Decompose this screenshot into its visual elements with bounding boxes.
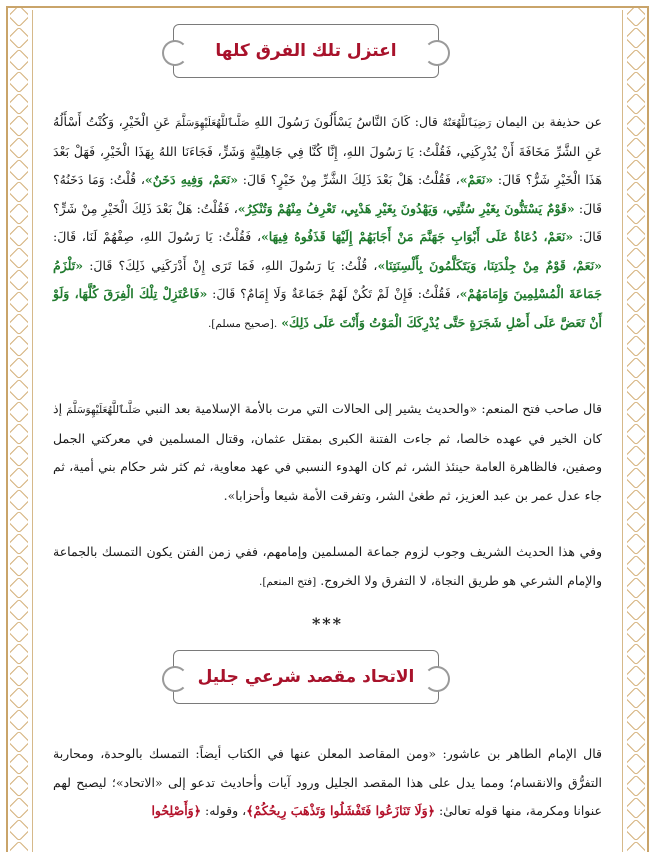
hadith-text-8: ، فَقُلْتُ: فَإِنْ لَمْ تَكُنْ لَهُمْ جَمَاعَةٌ وَلَا إِمَامٌ؟ قَالَ: — [207, 286, 460, 301]
left-ornament-border — [10, 8, 28, 852]
hadith-quote-5: «نَعَمْ، قَوْمٌ مِنْ جِلْدَتِنَا، وَيَتَكَلَّمُونَ بِأَلْسِنَتِنَا» — [377, 257, 602, 273]
hadith-quote-1: «نَعَمْ» — [459, 172, 494, 187]
section2-title: الاتحاد مقصد شرعي جليل — [197, 667, 415, 687]
hadith-text-4: ، قُلْتُ: وَمَا دَخَنُهُ؟ قَالَ: — [53, 172, 602, 216]
page-content — [32, 10, 623, 852]
hadith-text-3: ، فَقُلْتُ: هَلْ بَعْدَ ذَلِكَ الشَّرِّ مِنْ خَيْرٍ؟ قَالَ: — [238, 172, 460, 187]
section1-title: اعتزل تلك الفرق كلها — [215, 41, 397, 61]
hadith-paragraph — [53, 108, 602, 338]
commentary-1a: قال صاحب فتح المنعم: «والحديث يشير إلى الحالات التي مرت بالأمة الإسلامية بعد النبي — [140, 401, 602, 416]
honorific-saw-2: صَلَّىٱللَّهُعَلَيْهِوَسَلَّمَ — [66, 404, 141, 416]
section2-text-1: قال الإمام الطاهر بن عاشور: «ومن المقاصد المعلن عنها في الكتاب أيضاً: التمسك بالوحدة، ومحاربة التفرُّق والانقسام؛ ومما يدل على هذا المقصد الجليل ورود آيات وأحاديث تدعو إلى «الاتحاد»؛ ليصبح لهم عنوانا ومكرمة، منها قوله تعالىٰ: — [53, 746, 602, 818]
commentary-paragraph-1 — [53, 395, 602, 510]
hadith-text-7: ، قُلْتُ: يَا رَسُولَ اللهِ، فَمَا تَرَى إِنْ أَدْرَكَنِي ذَلِكَ؟ قَالَ: — [83, 257, 378, 273]
hadith-text-6: ، فَقُلْتُ: يَا رَسُولَ اللهِ، صِفْهُمْ لَنَا، قَالَ: — [53, 229, 261, 244]
hadith-narrator: عن حذيفة بن اليمان — [495, 114, 602, 129]
section2-title-box — [173, 650, 439, 704]
right-ornament-border — [627, 8, 645, 852]
honorific-ra: رَضِيَٱللَّهُعَنْهُ — [442, 117, 492, 129]
honorific-saw: صَلَّىٱللَّهُعَلَيْهِوَسَلَّمَ — [175, 117, 250, 129]
section2-text-2: ، وقوله: — [201, 803, 247, 818]
hadith-quote-3: «قَوْمٌ يَسْتَنُّونَ بِغَيْرِ سُنَّتِي، وَيَهْدُونَ بِغَيْرِ هَدْيِي، تَعْرِفُ مِنْهُمْ وَتُنْكِرُ» — [237, 200, 575, 216]
hadith-qal: قال: — [410, 114, 443, 129]
section2-paragraph — [53, 740, 602, 826]
hadith-text-5: ، فَقُلْتُ: هَلْ بَعْدَ ذَلِكَ الْخَيْرِ مِنْ شَرٍّ؟ قَالَ: — [53, 200, 602, 244]
hadith-quote-2: «نَعَمْ، وَفِيهِ دَخَنٌ» — [144, 172, 239, 187]
hadith-text-2: عَنِ الْخَيْرِ، وَكُنْتُ أَسْأَلُهُ عَنِ الشَّرِّ مَخَافَةَ أَنْ يُدْرِكَنِي، فَقُلْتُ: يَا رَسُولَ اللهِ، إِنَّا كُنَّا فِي جَاهِلِيَّةٍ وَشَرٍّ، فَجَاءَنَا اللهُ بِهَذَا الْخَيْرِ، فَهَلْ بَعْدَ هَذَا الْخَيْرِ شَرٌّ؟ قَالَ: — [53, 114, 602, 187]
commentary-paragraph-2 — [53, 538, 602, 596]
quran-verse-2: ﴿وَأَصْلِحُوا — [151, 803, 202, 818]
section1-title-box — [173, 24, 439, 78]
hadith-reference: .[صحيح مسلم]. — [207, 317, 278, 330]
hadith-quote-4: «نَعَمْ، دُعَاةٌ عَلَى أَبْوَابِ جَهَنَّمَ مَنْ أَجَابَهُمْ إِلَيْهَا قَذَفُوهُ فِيهَا» — [260, 229, 574, 244]
quran-verse-1: ﴿وَلَا تَنَازَعُوا فَتَفْشَلُوا وَتَذْهَبَ رِيحُكُمْ﴾ — [246, 803, 435, 818]
hadith-text-1: كَانَ النَّاسُ يَسْأَلُونَ رَسُولَ اللهِ — [254, 114, 411, 129]
hadith-quote-7: «فَاعْتَزِلْ تِلْكَ الْفِرَقَ كُلَّهَا، وَلَوْ أَنْ تَعَضَّ عَلَى أَصْلِ شَجَرَةٍ حَتَّى يُدْرِكَكَ الْمَوْتُ وَأَنْتَ عَلَى ذَلِكَ» — [53, 286, 602, 330]
commentary-2-reference: [فتح المنعم]. — [258, 575, 317, 588]
hadith-quote-6: «تَلْزَمُ جَمَاعَةَ الْمُسْلِمِينَ وَإِمَامَهُمْ» — [53, 257, 602, 301]
commentary-1b: إذ كان الخير في عهده خالصا، ثم جاءت الفتنة الكبرى بمقتل عثمان، وقتال المسلمين في معركتي الجمل وصفين، فالظاهرة العامة حينئذ الشر، ثم كان الهدوء النسبي في عهد معاوية، ثم كثر شر حكام بني أمية، ثم جاء عدل عمر بن عبد العزيز، ثم طغىٰ الشر، وتفرقت الأمة شيعا وأحزابا». — [53, 401, 602, 503]
section-separator: *** — [311, 614, 344, 633]
commentary-2: وفي هذا الحديث الشريف وجوب لزوم جماعة المسلمين وإمامهم، ففي زمن الفتن يكون التمسك بالجماعة والإمام الشرعي هو طريق النجاة، لا التفرق ولا الخروج. — [53, 544, 602, 588]
